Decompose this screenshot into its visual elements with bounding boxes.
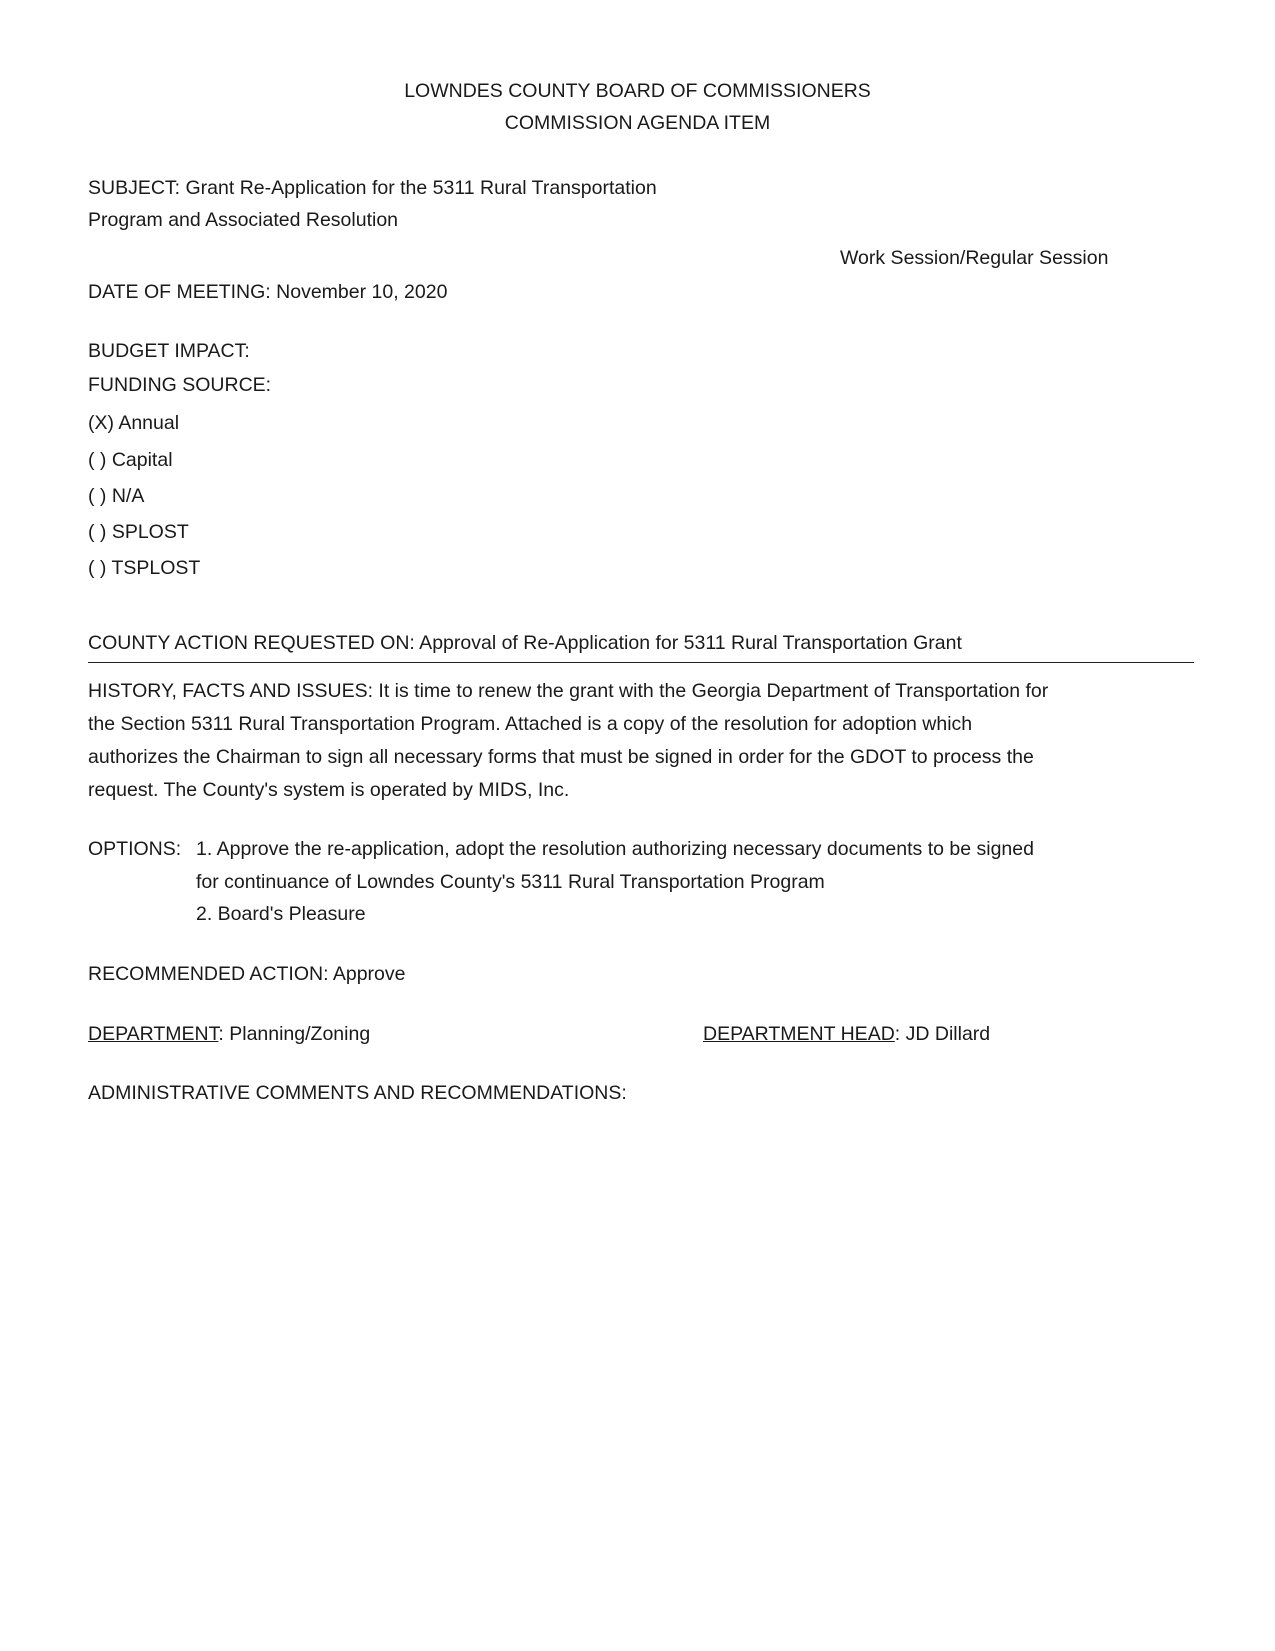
option-item: 1. Approve the re-application, adopt the resolution authorizing necessary documents to be signed — [196, 838, 1034, 860]
header-title: LOWNDES COUNTY BOARD OF COMMISSIONERS — [404, 80, 871, 102]
admin-comments-label: ADMINISTRATIVE COMMENTS AND RECOMMENDATIONS: — [88, 1082, 627, 1104]
header-subtitle: COMMISSION AGENDA ITEM — [504, 112, 771, 134]
history-line: request. The County's system is operated by MIDS, Inc. — [88, 779, 570, 801]
department-head-value: : JD Dillard — [894, 1023, 991, 1045]
department — [88, 1022, 370, 1046]
session-type: Work Session/Regular Session — [840, 247, 1109, 269]
funding-option: (X) Annual — [88, 412, 180, 434]
funding-source-label: FUNDING SOURCE: — [88, 374, 272, 396]
department-head — [703, 1022, 990, 1046]
options-label: OPTIONS: — [88, 838, 182, 860]
date-of-meeting: DATE OF MEETING: November 10, 2020 — [88, 281, 448, 303]
funding-option: ( ) Capital — [88, 449, 173, 471]
budget-impact: BUDGET IMPACT: — [88, 340, 250, 362]
funding-option: ( ) SPLOST — [88, 521, 189, 543]
funding-option: ( ) TSPLOST — [88, 557, 201, 579]
department-head-label: DEPARTMENT HEAD — [703, 1023, 895, 1045]
department-label: DEPARTMENT — [88, 1023, 219, 1045]
department-value: : Planning/Zoning — [218, 1023, 371, 1045]
funding-option: ( ) N/A — [88, 485, 145, 507]
subject-line1: SUBJECT: Grant Re-Application for the 5311 Rural Transportation — [88, 177, 657, 199]
history-line: HISTORY, FACTS AND ISSUES: It is time to renew the grant with the Georgia Department of Transportation for — [88, 680, 1049, 702]
history-line: the Section 5311 Rural Transportation Program. Attached is a copy of the resolution for adoption which — [88, 713, 973, 735]
option-item: for continuance of Lowndes County's 5311 Rural Transportation Program — [196, 871, 825, 893]
subject-line2: Program and Associated Resolution — [88, 209, 399, 231]
county-action-requested: COUNTY ACTION REQUESTED ON: Approval of Re-Application for 5311 Rural Transportation Grant — [88, 632, 962, 654]
history-line: authorizes the Chairman to sign all necessary forms that must be signed in order for the GDOT to process the — [88, 746, 1034, 768]
option-item: 2. Board's Pleasure — [196, 903, 366, 925]
divider-line — [88, 662, 1194, 663]
recommended-action: RECOMMENDED ACTION: Approve — [88, 963, 406, 985]
